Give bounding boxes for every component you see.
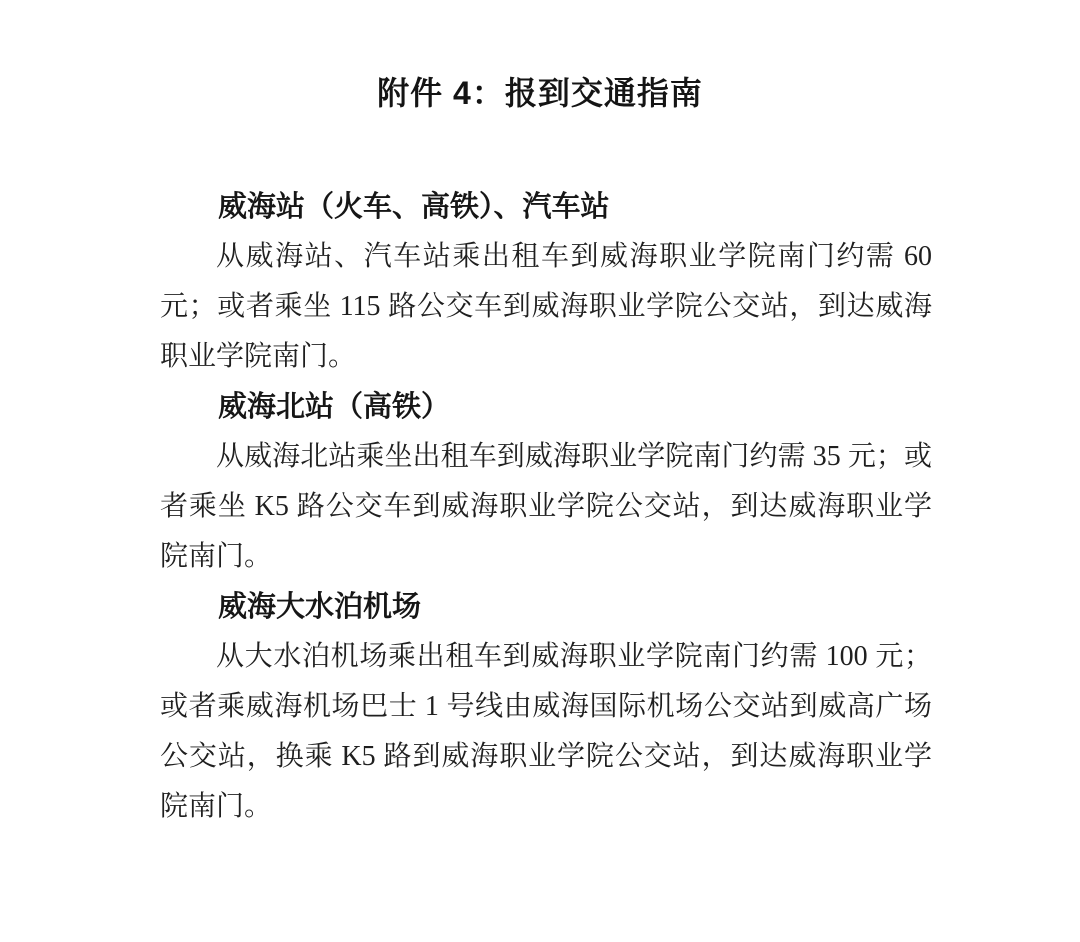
section-body-weihai-north-station: 从威海北站乘坐出租车到威海职业学院南门约需 35 元；或者乘坐 K5 路公交车到威海职业学院公交站，到达威海职业学院南门。 xyxy=(160,441,932,572)
section-heading-weihai-north-station: 威海北站（高铁） xyxy=(218,391,451,423)
document-title: 附件 4：报到交通指南 xyxy=(377,75,703,111)
document-content xyxy=(160,182,932,832)
section-heading-dashuibo-airport: 威海大水泊机场 xyxy=(218,591,422,623)
section-body-dashuibo-airport: 从大水泊机场乘出租车到威海职业学院南门约需 100 元；或者乘威海机场巴士 1 号线由威海国际机场公交站到威高广场公交站，换乘 K5 路到威海职业学院公交站，到达威海职业学院南门。 xyxy=(160,641,932,822)
section-heading-weihai-station: 威海站（火车、高铁）、汽车站 xyxy=(218,191,610,223)
section-body-weihai-station: 从威海站、汽车站乘出租车到威海职业学院南门约需 60 元；或者乘坐 115 路公交车到威海职业学院公交站，到达威海职业学院南门。 xyxy=(160,241,932,372)
